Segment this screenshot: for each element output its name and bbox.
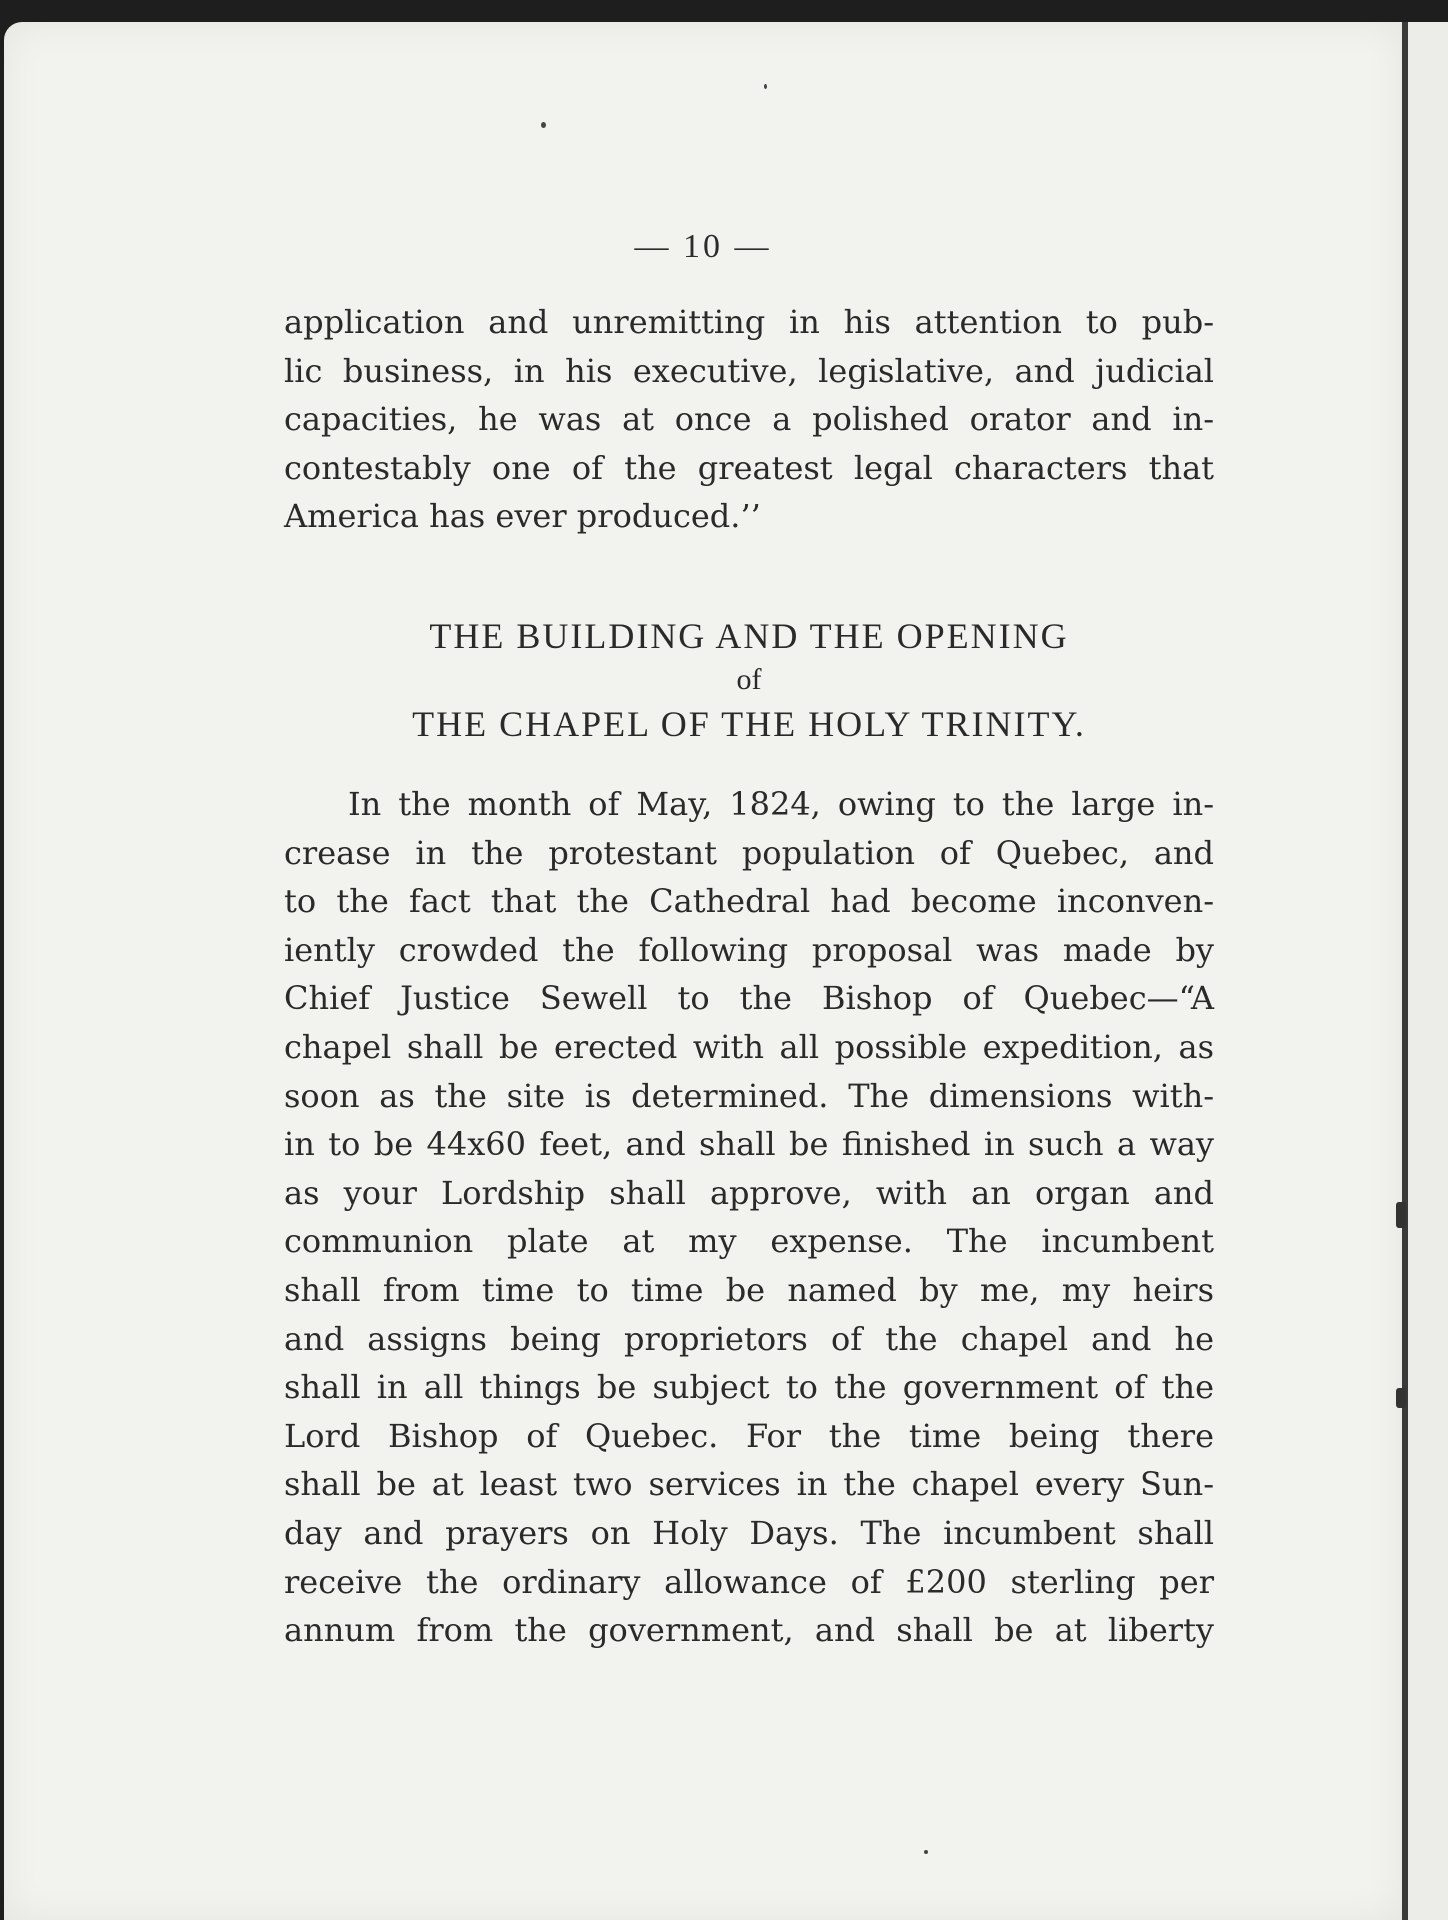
text-line: shall in all things be subject to the government of the bbox=[284, 1368, 1214, 1407]
text-line: receive the ordinary allowance of £200 sterling per bbox=[284, 1562, 1214, 1601]
dust-speck bbox=[764, 84, 767, 89]
text-line: iently crowded the following proposal was made by bbox=[284, 930, 1214, 969]
book-page bbox=[4, 22, 1402, 1920]
text-line: crease in the protestant population of Quebec, and bbox=[284, 833, 1214, 872]
text-line: capacities, he was at once a polished orator and in- bbox=[284, 400, 1214, 439]
dust-speck bbox=[924, 1850, 928, 1854]
text-line: to the fact that the Cathedral had become inconven- bbox=[284, 882, 1214, 921]
adjacent-page-edge bbox=[1402, 22, 1448, 1920]
text-line: application and unremitting in his attention to pub- bbox=[284, 303, 1214, 341]
text-line: America has ever produced.’’ bbox=[284, 497, 761, 536]
text-line: shall be at least two services in the chapel every Sun- bbox=[284, 1465, 1214, 1504]
heading-line: of bbox=[736, 663, 762, 696]
text-line: as your Lordship shall approve, with an organ and bbox=[284, 1173, 1214, 1212]
text-line: chapel shall be erected with all possible expedition, as bbox=[284, 1027, 1214, 1066]
section-heading bbox=[284, 612, 1214, 748]
edge-mark bbox=[1396, 1202, 1406, 1228]
text-line: soon as the site is determined. The dimensions with- bbox=[284, 1076, 1214, 1115]
heading-line: THE BUILDING AND THE OPENING bbox=[429, 616, 1069, 656]
page-number: — 10 — bbox=[634, 228, 772, 265]
top-paragraph bbox=[284, 298, 1214, 541]
text-line: shall from time to time be named by me, my heirs bbox=[284, 1270, 1214, 1309]
dust-speck bbox=[541, 122, 546, 128]
edge-mark bbox=[1396, 1388, 1406, 1408]
body-paragraph bbox=[284, 780, 1214, 1655]
text-line: In the month of May, 1824, owing to the large in- bbox=[348, 785, 1214, 823]
text-line: contestably one of the greatest legal characters that bbox=[284, 448, 1214, 487]
text-line: day and prayers on Holy Days. The incumbent shall bbox=[284, 1513, 1214, 1552]
text-line: annum from the government, and shall be at liberty bbox=[284, 1611, 1214, 1650]
heading-line: THE CHAPEL OF THE HOLY TRINITY. bbox=[412, 704, 1086, 744]
text-line: Lord Bishop of Quebec. For the time being there bbox=[284, 1416, 1214, 1455]
text-line: communion plate at my expense. The incumbent bbox=[284, 1222, 1214, 1261]
text-line: Chief Justice Sewell to the Bishop of Quebec—“A bbox=[284, 979, 1214, 1018]
text-line: and assigns being proprietors of the chapel and he bbox=[284, 1319, 1214, 1358]
text-line: in to be 44x60 feet, and shall be finished in such a way bbox=[284, 1125, 1214, 1164]
text-line: lic business, in his executive, legislative, and judicial bbox=[284, 351, 1214, 390]
